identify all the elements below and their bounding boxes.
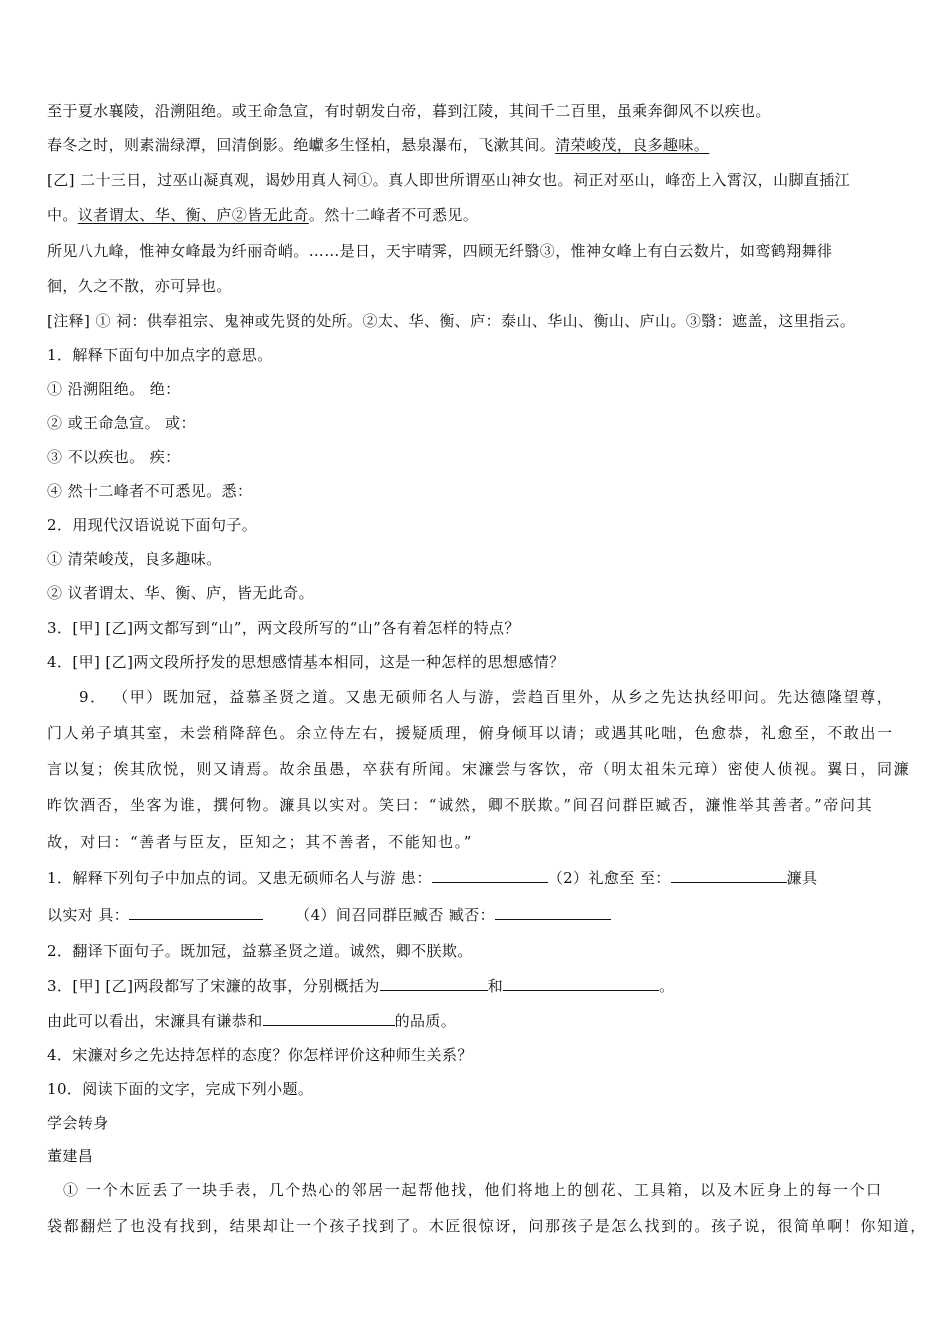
- q9-question-1-line-1: [47, 868, 920, 888]
- passage-b-line-4: 徊，久之不散，亦可异也。: [47, 277, 232, 295]
- answer-blank-quality[interactable]: [263, 1011, 395, 1026]
- q8-question-2b: ② 议者谓太、华、衡、庐，皆无此奇。: [47, 584, 314, 602]
- q8-question-1: 1．解释下面句中加点字的意思。: [47, 346, 273, 364]
- q9-passage-line-1: 9． （甲）既加冠，益慕圣贤之道。又患无硕师名人与游，尝趋百里外，从乡之先达执经叩问。先达德隆望尊，: [79, 688, 894, 706]
- passage-a-line-2-text: 春冬之时，则素湍绿潭，回清倒影。绝巘多生怪柏，悬泉瀑布，飞漱其间。: [47, 136, 556, 154]
- passage-b-line-1: [乙] 二十三日，过巫山凝真观，谒妙用真人祠①。真人即世所谓巫山神女也。祠正对巫山，峰峦上入霄汉，山脚直插江: [47, 171, 851, 189]
- answer-blank-zangpi[interactable]: [495, 905, 611, 920]
- passage-a-line-1: 至于夏水襄陵，沿溯阻绝。或王命急宣，有时朝发白帝，暮到江陵，其间千二百里，虽乘奔御风不以疾也。: [47, 102, 771, 120]
- answer-blank-zhi[interactable]: [671, 868, 787, 883]
- answer-blank-story-1[interactable]: [380, 976, 488, 991]
- article-title: 学会转身: [47, 1114, 109, 1132]
- q9-question-1-line-2: [47, 905, 920, 925]
- q9-question-2: 2．翻译下面句子。既加冠，益慕圣贤之道。诚然，卿不朕欺。: [47, 942, 473, 960]
- q8-question-2a: ① 清荣峻茂，良多趣味。: [47, 550, 222, 568]
- passage-b-line-2-post: 。然十二峰者不可悉见。: [308, 206, 479, 224]
- underlined-sentence-2: 议者谓太、华、衡、庐②皆无此奇: [77, 206, 309, 224]
- q9-q3b-text: 由此可以看出，宋濂具有谦恭和: [47, 1012, 263, 1030]
- q8-question-1d: ④ 然十二峰者不可悉见。悉：: [47, 482, 253, 500]
- q9-passage-line-3: 言以复；俟其欣悦，则又请焉。故余虽愚，卒获有所闻。宋濂尝与客饮，帝（明太祖朱元璋）密使人侦视。翼日，同濂: [47, 760, 911, 778]
- passage-b-line-3: 所见八九峰，惟神女峰最为纤丽奇峭。……是日，天宇晴霁，四顾无纤翳③，惟神女峰上有白云数片，如鸾鹤翔舞徘: [47, 242, 833, 260]
- q8-question-4: 4．[甲] [乙]两文段所抒发的思想感情基本相同，这是一种怎样的思想感情？: [47, 653, 565, 671]
- article-paragraph-1-line-1: ① 一个木匠丢了一块手表，几个热心的邻居一起帮他找，他们将地上的刨花、工具箱，以及木匠身上的每一个口: [63, 1181, 883, 1199]
- q9-q3b-end: 的品质。: [394, 1012, 457, 1030]
- q8-question-1a: ① 沿溯阻绝。 绝：: [47, 380, 181, 398]
- q9-question-3b: [47, 1011, 920, 1031]
- answer-blank-huan[interactable]: [432, 868, 548, 883]
- q9-q1-line2-text: 以实对 具：: [47, 906, 130, 924]
- q9-passage-line-4: 昨饮酒否，坐客为谁，撰何物。濂具以实对。笑曰：“诚然，卿不朕欺。”间召问群臣臧否，濂惟举其善者。”帝问其: [47, 796, 874, 814]
- q9-q3-and: 和: [487, 977, 504, 995]
- q9-q3-text: 3．[甲] [乙]两段都写了宋濂的故事，分别概括为: [47, 977, 380, 995]
- q9-q1-mid: （2）礼愈至 至：: [547, 869, 671, 887]
- passage-b-line-2: [47, 205, 920, 225]
- q9-q3-end: 。: [659, 977, 675, 995]
- q9-q1-end: 濂具: [786, 869, 818, 887]
- q8-question-1c: ③ 不以疾也。 疾：: [47, 448, 181, 466]
- passage-b-line-2-pre: 中。: [47, 206, 78, 224]
- underlined-sentence-1: 清荣峻茂，良多趣味。: [555, 136, 710, 154]
- article-author: 董建昌: [47, 1147, 94, 1165]
- notes: [注释] ① 祠：供奉祖宗、鬼神或先贤的处所。②太、华、衡、庐：泰山、华山、衡山、庐山。③翳：遮盖，这里指云。: [47, 312, 856, 330]
- answer-blank-ju[interactable]: [129, 905, 263, 920]
- q9-passage-line-5: 故，对曰：“善者与臣友，臣知之；其不善者，不能知也。”: [47, 833, 474, 851]
- q9-question-4: 4．宋濂对乡之先达持怎样的态度？你怎样评价这种师生关系？: [47, 1046, 473, 1064]
- q9-question-3: [47, 976, 920, 996]
- q10-intro: 10．阅读下面的文字，完成下列小题。: [47, 1080, 314, 1098]
- q8-question-3: 3．[甲] [乙]两文都写到“山”，两文段所写的“山”各有着怎样的特点？: [47, 619, 520, 637]
- q9-passage-line-2: 门人弟子填其室，未尝稍降辞色。余立侍左右，援疑质理，俯身倾耳以请；或遇其叱咄，色愈恭，礼愈至，不敢出一: [47, 724, 894, 742]
- article-paragraph-1-line-2: 袋都翻烂了也没有找到，结果却让一个孩子找到了。木匠很惊讶，问那孩子是怎么找到的。孩子说，很简单啊！你知道，: [47, 1217, 927, 1235]
- q9-q1-text: 1．解释下列句子中加点的词。又患无硕师名人与游 患：: [47, 869, 432, 887]
- passage-a-line-2: [47, 135, 920, 155]
- q8-question-2: 2．用现代汉语说说下面句子。: [47, 516, 258, 534]
- q8-question-1b: ② 或王命急宣。 或：: [47, 414, 196, 432]
- answer-blank-story-2[interactable]: [503, 976, 659, 991]
- q9-q1-line2-mid: （4）间召同群臣臧否 臧否：: [295, 906, 496, 924]
